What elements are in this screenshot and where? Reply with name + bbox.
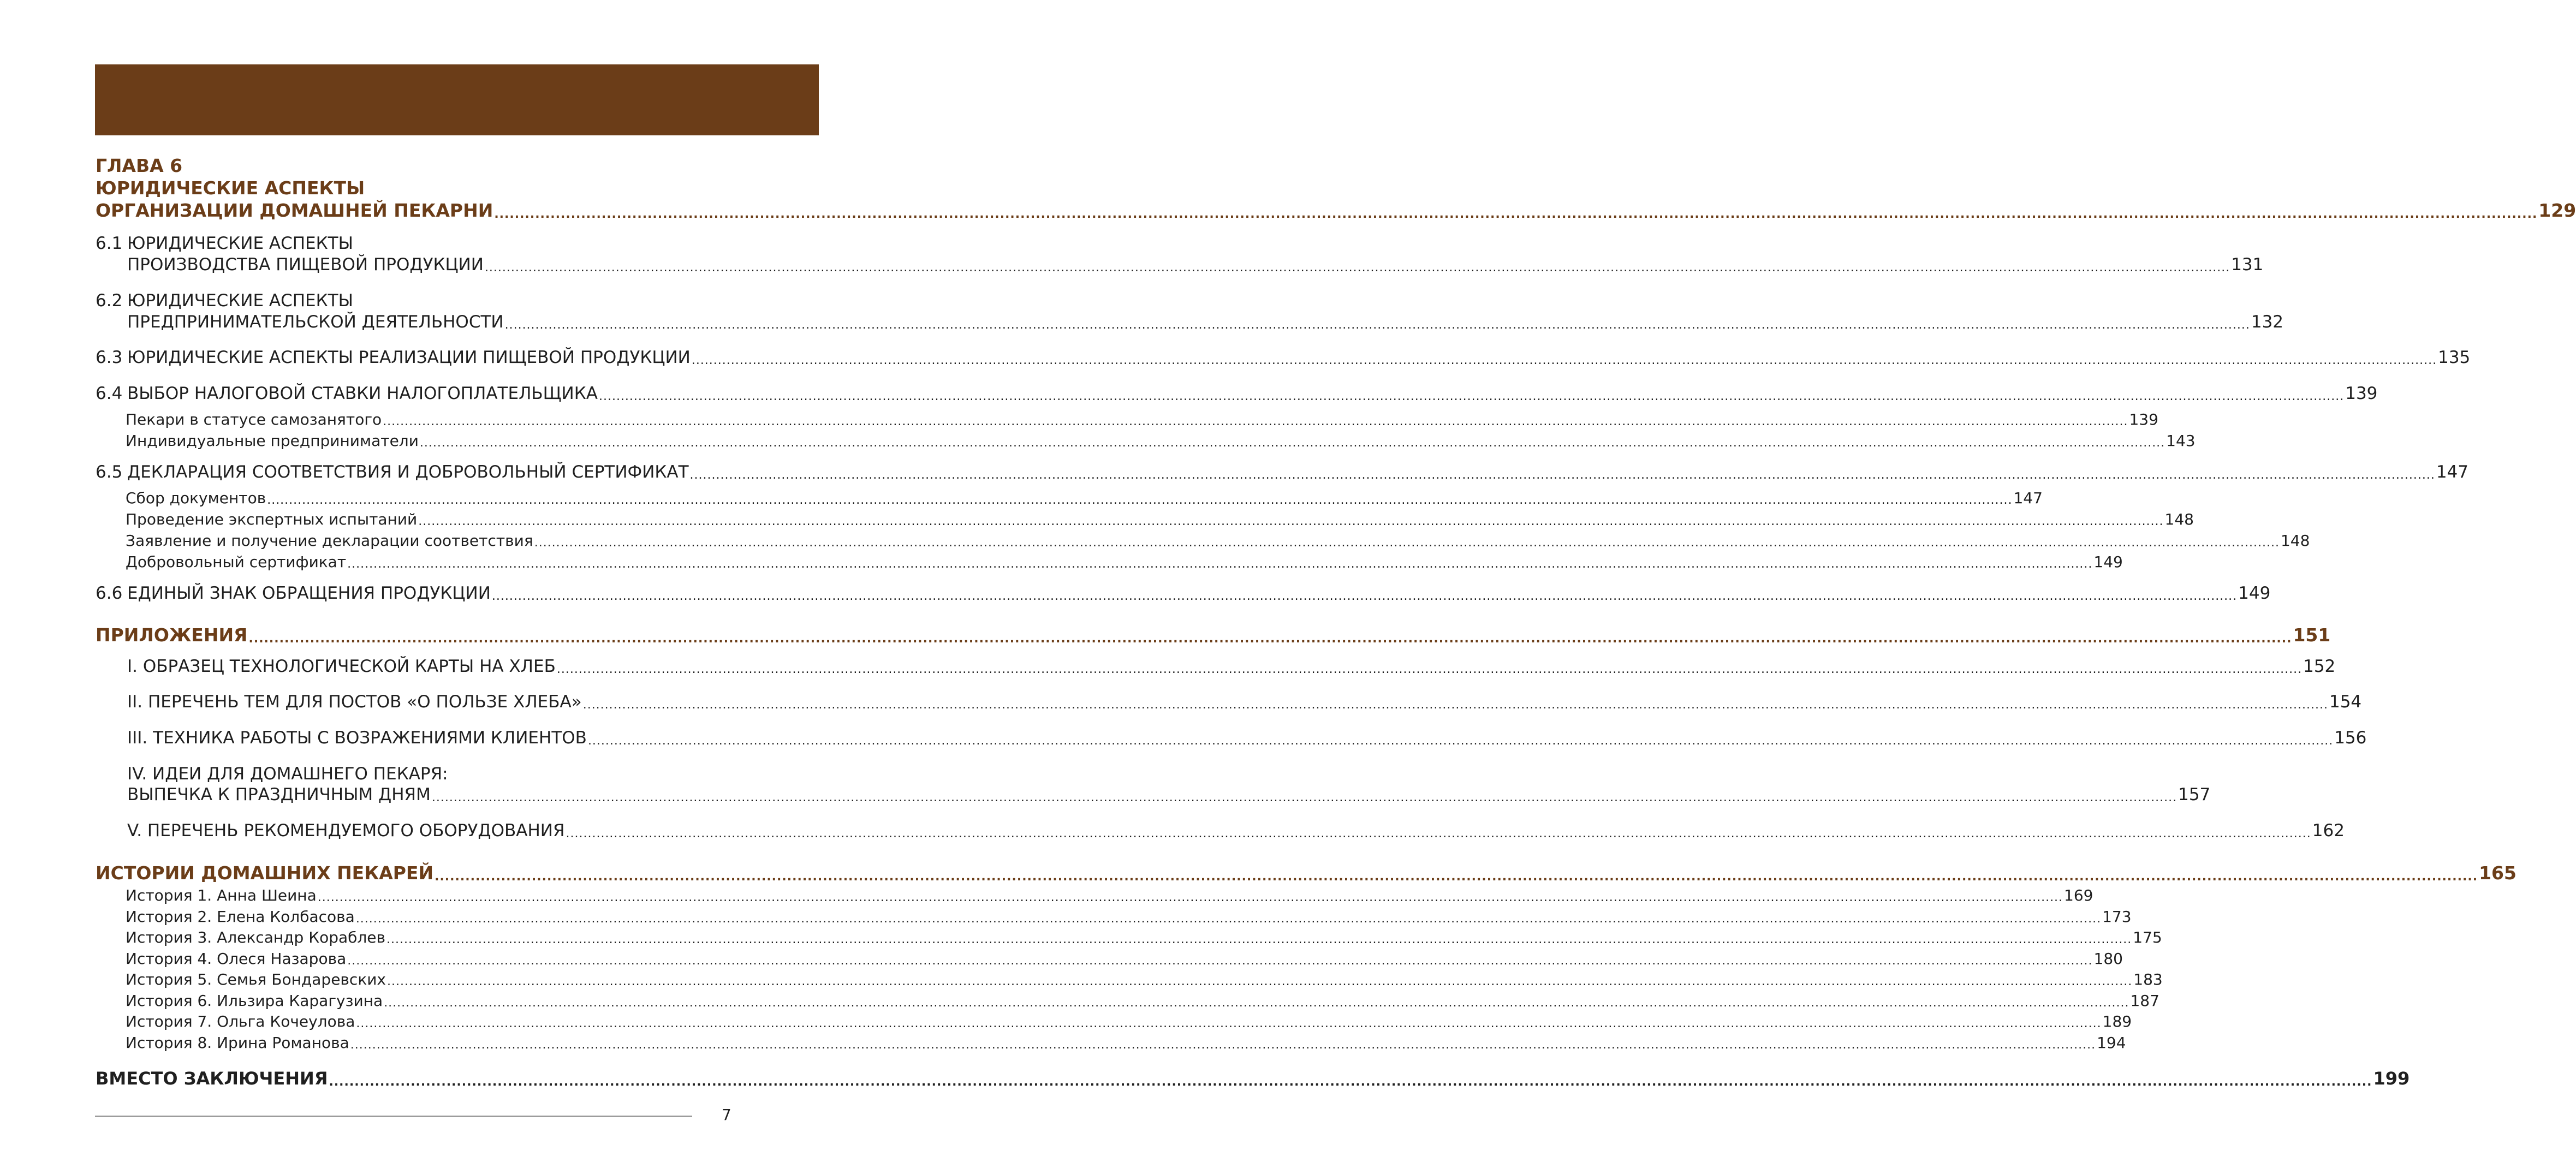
- toc-entry-6-1[interactable]: [127, 255, 2264, 275]
- appendices-title: ПРИЛОЖЕНИЯ: [96, 624, 248, 646]
- page-ref: 149: [2093, 553, 2123, 571]
- leader-dots: ................................................................................................................................................................................................................................................................................................................................................................................................................: [689, 468, 2435, 482]
- section-title: ЮРИДИЧЕСКИЕ АСПЕКТЫ: [127, 291, 353, 311]
- leader-dots: ................................................................................................................................................................................................................................................................................................................................................................................................................: [491, 589, 2238, 603]
- leader-dots: ................................................................................................................................................................................................................................................................................................................................................................................................................: [587, 734, 2334, 748]
- leader-dots: ................................................................................................................................................................................................................................................................................................................................................................................................................: [356, 1017, 2102, 1030]
- subentry-title: Индивидуальные предприниматели: [126, 432, 419, 450]
- page-ref: 187: [2130, 992, 2159, 1010]
- page-ref: 139: [2129, 410, 2158, 428]
- chapter-label: ГЛАВА 6: [96, 155, 183, 176]
- section-title: ЕДИНЫЙ ЗНАК ОБРАЩЕНИЯ ПРОДУКЦИИ: [127, 583, 491, 603]
- toc-entry-appendix-1[interactable]: [127, 657, 2336, 676]
- page-ref: 147: [2013, 489, 2043, 507]
- section-title: ВЫБОР НАЛОГОВОЙ СТАВКИ НАЛОГОПЛАТЕЛЬЩИКА: [127, 384, 598, 403]
- appendix-4-line1: IV. ИДЕИ ДЛЯ ДОМАШНЕГО ПЕКАРЯ:: [127, 764, 448, 784]
- page-ref: 169: [2064, 886, 2093, 904]
- section-6-1-line1: [96, 234, 353, 253]
- story-title: История 7. Ольга Кочеулова: [126, 1012, 355, 1030]
- appendix-title: ВЫПЕЧКА К ПРАЗДНИЧНЫМ ДНЯМ: [127, 785, 431, 805]
- section-6-2-line1: [96, 291, 353, 311]
- story-title: История 5. Семья Бондаревских: [126, 970, 386, 988]
- leader-dots: ................................................................................................................................................................................................................................................................................................................................................................................................................: [383, 415, 2128, 428]
- leader-dots: ................................................................................................................................................................................................................................................................................................................................................................................................................: [566, 827, 2311, 841]
- page-ref: 183: [2133, 970, 2163, 988]
- toc-entry-appendices[interactable]: [96, 624, 2331, 646]
- toc-subentry[interactable]: [126, 908, 2132, 926]
- section-title: ПРОИЗВОДСТВА ПИЩЕВОЙ ПРОДУКЦИИ: [127, 255, 484, 275]
- leader-dots: ................................................................................................................................................................................................................................................................................................................................................................................................................: [504, 318, 2250, 332]
- page-ref: 139: [2345, 384, 2378, 403]
- page-ref: 189: [2102, 1012, 2132, 1030]
- toc-entry-appendix-2[interactable]: [127, 692, 2362, 712]
- subentry-title: Заявление и получение декларации соответствия: [126, 532, 533, 550]
- toc-entry-chapter[interactable]: [96, 200, 2576, 221]
- page-ref: 148: [2280, 532, 2310, 550]
- story-title: История 6. Ильзира Карагузина: [126, 992, 383, 1010]
- toc-entry-6-2[interactable]: [127, 312, 2284, 332]
- leader-dots: ................................................................................................................................................................................................................................................................................................................................................................................................................: [347, 954, 2093, 968]
- page-ref: 165: [2479, 862, 2516, 884]
- leader-dots: ................................................................................................................................................................................................................................................................................................................................................................................................................: [267, 493, 2013, 507]
- section-title: ЮРИДИЧЕСКИЕ АСПЕКТЫ РЕАЛИЗАЦИИ ПИЩЕВОЙ ПРОДУКЦИИ: [127, 348, 691, 367]
- leader-dots: ................................................................................................................................................................................................................................................................................................................................................................................................................: [386, 933, 2132, 946]
- toc-subentry[interactable]: [126, 532, 2310, 550]
- section-number: 6.1: [96, 234, 123, 253]
- leader-dots: ................................................................................................................................................................................................................................................................................................................................................................................................................: [248, 632, 2292, 646]
- toc-subentry[interactable]: [126, 553, 2123, 571]
- page-ref: 143: [2166, 432, 2196, 450]
- toc-entry-conclusion[interactable]: [96, 1068, 2410, 1089]
- page-ref: 152: [2303, 657, 2336, 676]
- appendix-title: I. ОБРАЗЕЦ ТЕХНОЛОГИЧЕСКОЙ КАРТЫ НА ХЛЕБ: [127, 657, 556, 676]
- page-ref: 199: [2373, 1068, 2410, 1089]
- leader-dots: ................................................................................................................................................................................................................................................................................................................................................................................................................: [355, 912, 2102, 926]
- section-title: ПРЕДПРИНИМАТЕЛЬСКОЙ ДЕЯТЕЛЬНОСТИ: [127, 312, 504, 332]
- page-ref: 156: [2334, 728, 2367, 748]
- leader-dots: ................................................................................................................................................................................................................................................................................................................................................................................................................: [347, 557, 2093, 571]
- page-ref: 175: [2133, 928, 2162, 946]
- leader-dots: ................................................................................................................................................................................................................................................................................................................................................................................................................: [484, 261, 2230, 275]
- footer-rule: [95, 1116, 692, 1117]
- leader-dots: ................................................................................................................................................................................................................................................................................................................................................................................................................: [435, 870, 2478, 884]
- page-ref: 131: [2231, 255, 2264, 275]
- toc-entry-appendix-4[interactable]: [127, 785, 2211, 805]
- leader-dots: ................................................................................................................................................................................................................................................................................................................................................................................................................: [384, 996, 2129, 1010]
- toc-entry-appendix-5[interactable]: [127, 821, 2345, 841]
- toc-subentry[interactable]: [126, 992, 2159, 1010]
- subentry-title: Добровольный сертификат: [126, 553, 347, 571]
- leader-dots: ................................................................................................................................................................................................................................................................................................................................................................................................................: [494, 207, 2538, 221]
- stories-title: ИСТОРИИ ДОМАШНИХ ПЕКАРЕЙ: [96, 862, 434, 884]
- table-of-contents: [96, 0, 2576, 1168]
- conclusion-title: ВМЕСТО ЗАКЛЮЧЕНИЯ: [96, 1068, 328, 1089]
- page-ref: 148: [2164, 510, 2194, 528]
- toc-entry-6-6[interactable]: [96, 583, 2271, 603]
- section-title: ДЕКЛАРАЦИЯ СООТВЕТСТВИЯ И ДОБРОВОЛЬНЫЙ СЕРТИФИКАТ: [127, 462, 689, 482]
- leader-dots: ................................................................................................................................................................................................................................................................................................................................................................................................................: [418, 515, 2164, 528]
- appendix-title: III. ТЕХНИКА РАБОТЫ С ВОЗРАЖЕНИЯМИ КЛИЕНТОВ: [127, 728, 587, 748]
- toc-subentry[interactable]: [126, 510, 2194, 528]
- leader-dots: ................................................................................................................................................................................................................................................................................................................................................................................................................: [431, 791, 2178, 805]
- toc-entry-6-5[interactable]: [96, 462, 2468, 482]
- toc-subentry[interactable]: [126, 970, 2163, 988]
- page-number: 7: [722, 1106, 731, 1124]
- page-ref: 151: [2293, 624, 2331, 646]
- leader-dots: ................................................................................................................................................................................................................................................................................................................................................................................................................: [691, 354, 2437, 367]
- toc-entry-stories[interactable]: [96, 862, 2516, 884]
- page-ref: 157: [2178, 785, 2211, 805]
- subentry-title: Пекари в статусе самозанятого: [126, 410, 382, 428]
- subentry-title: Сбор документов: [126, 489, 266, 507]
- toc-subentry[interactable]: [126, 950, 2123, 968]
- toc-subentry[interactable]: [126, 432, 2196, 450]
- section-number: 6.2: [96, 291, 123, 311]
- toc-subentry[interactable]: [126, 410, 2158, 428]
- toc-entry-appendix-3[interactable]: [127, 728, 2367, 748]
- leader-dots: ................................................................................................................................................................................................................................................................................................................................................................................................................: [317, 891, 2063, 904]
- appendix-title: II. ПЕРЕЧЕНЬ ТЕМ ДЛЯ ПОСТОВ «О ПОЛЬЗЕ ХЛЕБА»: [127, 692, 582, 712]
- section-number: 6.6: [96, 583, 123, 603]
- section-number: 6.3: [96, 348, 123, 367]
- page-ref: 149: [2238, 583, 2271, 603]
- story-title: История 8. Ирина Романова: [126, 1034, 349, 1052]
- toc-subentry[interactable]: [126, 886, 2093, 904]
- section-number: 6.4: [96, 384, 123, 403]
- leader-dots: ................................................................................................................................................................................................................................................................................................................................................................................................................: [350, 1038, 2096, 1052]
- toc-entry-6-4[interactable]: [96, 384, 2378, 403]
- subentry-title: Проведение экспертных испытаний: [126, 510, 418, 528]
- story-title: История 4. Олеся Назарова: [126, 950, 347, 968]
- toc-subentry[interactable]: [126, 1034, 2126, 1052]
- page-ref: 194: [2097, 1034, 2126, 1052]
- story-title: История 1. Анна Шеина: [126, 886, 317, 904]
- page-ref: 180: [2093, 950, 2123, 968]
- toc-subentry[interactable]: [126, 1012, 2132, 1030]
- page-ref: 147: [2436, 462, 2468, 482]
- story-title: История 2. Елена Колбасова: [126, 908, 355, 926]
- leader-dots: ................................................................................................................................................................................................................................................................................................................................................................................................................: [556, 663, 2303, 676]
- leader-dots: ................................................................................................................................................................................................................................................................................................................................................................................................................: [419, 436, 2165, 450]
- chapter-title-line1: ЮРИДИЧЕСКИЕ АСПЕКТЫ: [96, 177, 365, 199]
- page-ref: 154: [2329, 692, 2362, 712]
- section-number: 6.5: [96, 462, 123, 482]
- story-title: История 3. Александр Кораблев: [126, 928, 386, 946]
- page-ref: 129: [2538, 200, 2576, 221]
- page-ref: 135: [2438, 348, 2471, 367]
- page-ref: 162: [2312, 821, 2345, 841]
- leader-dots: ................................................................................................................................................................................................................................................................................................................................................................................................................: [534, 536, 2280, 550]
- toc-entry-6-3[interactable]: [96, 348, 2471, 367]
- leader-dots: ................................................................................................................................................................................................................................................................................................................................................................................................................: [329, 1075, 2372, 1089]
- appendix-title: V. ПЕРЕЧЕНЬ РЕКОМЕНДУЕМОГО ОБОРУДОВАНИЯ: [127, 821, 565, 841]
- page-ref: 132: [2251, 312, 2284, 332]
- section-title: ЮРИДИЧЕСКИЕ АСПЕКТЫ: [127, 234, 353, 253]
- chapter-title-line2: ОРГАНИЗАЦИИ ДОМАШНЕЙ ПЕКАРНИ: [96, 200, 493, 221]
- page-ref: 173: [2102, 908, 2132, 926]
- leader-dots: ................................................................................................................................................................................................................................................................................................................................................................................................................: [387, 975, 2133, 988]
- toc-subentry[interactable]: [126, 489, 2043, 507]
- toc-subentry[interactable]: [126, 928, 2162, 946]
- leader-dots: ................................................................................................................................................................................................................................................................................................................................................................................................................: [598, 390, 2345, 403]
- leader-dots: ................................................................................................................................................................................................................................................................................................................................................................................................................: [582, 698, 2328, 712]
